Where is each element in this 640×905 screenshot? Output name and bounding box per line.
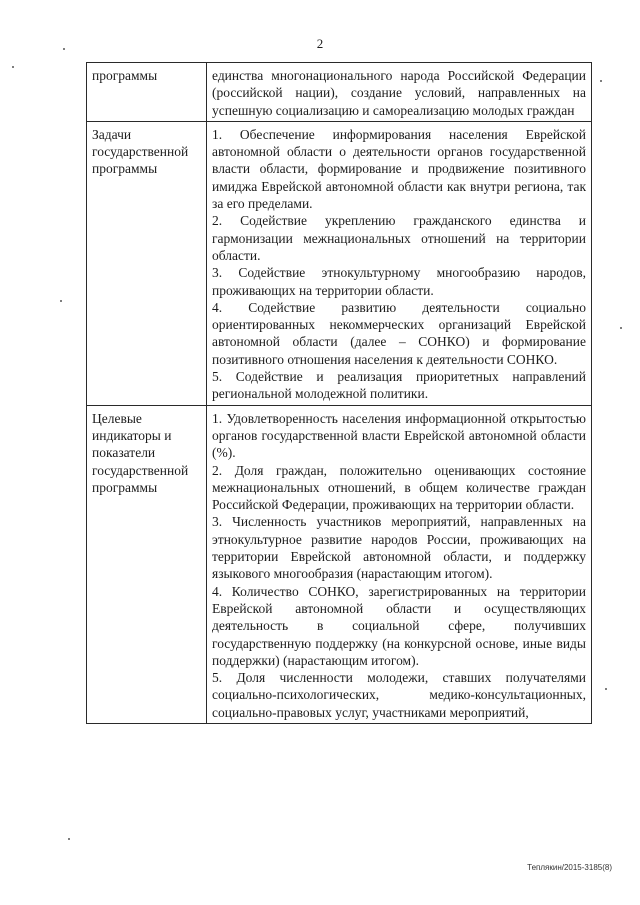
- task-item: 5. Содействие и реализация приоритетных направлений региональной молодежной политики.: [212, 369, 586, 402]
- row-content: [207, 121, 592, 405]
- row-label: программы: [87, 63, 207, 122]
- row-label: Задачи государственной программы: [87, 121, 207, 405]
- table-row: [87, 121, 592, 405]
- task-item: 2. Содействие укреплению гражданского единства и гармонизации межнациональных отношений на территории области.: [212, 213, 586, 263]
- row-content: [207, 63, 592, 122]
- indicator-item: 4. Количество СОНКО, зарегистрированных на территории Еврейской автономной области и осуществляющих деятельность в социальной сфере, получивших государственную поддержку (на конкурсной основе, иные виды поддержки) (нарастающим итогом).: [212, 583, 586, 668]
- passport-table: [86, 62, 592, 724]
- scan-speck: [605, 688, 607, 690]
- scan-speck: [12, 66, 14, 68]
- scan-speck: [620, 327, 622, 329]
- scan-speck: [60, 300, 62, 302]
- scan-speck: [68, 838, 70, 840]
- indicator-item: 1. Удовлетворенность населения информационной открытостью органов государственной власти Еврейской автономной области (%).: [212, 410, 586, 461]
- content-paragraph: единства многонационального народа Российской Федерации (российской нации), создание условий, направленных на успешную социализацию и самореализацию молодых граждан: [212, 68, 586, 118]
- scan-speck: [63, 48, 65, 50]
- task-item: 3. Содействие этнокультурному многообразию народов, проживающих на территории области.: [212, 265, 586, 298]
- indicator-item: 2. Доля граждан, положительно оценивающих состояние межнациональных отношений, в общем количестве граждан Российской Федерации, проживающих на территории области.: [212, 462, 586, 513]
- indicator-item: 5. Доля численности молодежи, ставших получателями социально-психологических, медико-консультационных, социально-правовых услуг, участниками мероприятий,: [212, 670, 586, 720]
- row-label: Целевые индикаторы и показатели государственной программы: [87, 405, 207, 723]
- row-content: [207, 405, 592, 723]
- page-number: 2: [316, 36, 324, 51]
- table-row: [87, 63, 592, 122]
- task-item: 1. Обеспечение информирования населения Еврейской автономной области о деятельности органов государственной власти области, формирование и продвижение позитивного имиджа Еврейской автономной области как внутри региона, так за его пределами.: [212, 126, 586, 212]
- table-row: [87, 405, 592, 723]
- indicator-item: 3. Численность участников мероприятий, направленных на этнокультурное развитие народов России, проживающих на территории Еврейской автономной области, и поддержку языкового многообразия (нарастающим итогом).: [212, 514, 586, 582]
- document-footer-code: Теплякин/2015-3185(8): [527, 863, 612, 872]
- scan-speck: [600, 80, 602, 82]
- task-item: 4. Содействие развитию деятельности социально ориентированных некоммерческих организаций Еврейской автономной области (далее – СОНКО) и формирование позитивного отношения населения к деятельности СОНКО.: [212, 299, 586, 367]
